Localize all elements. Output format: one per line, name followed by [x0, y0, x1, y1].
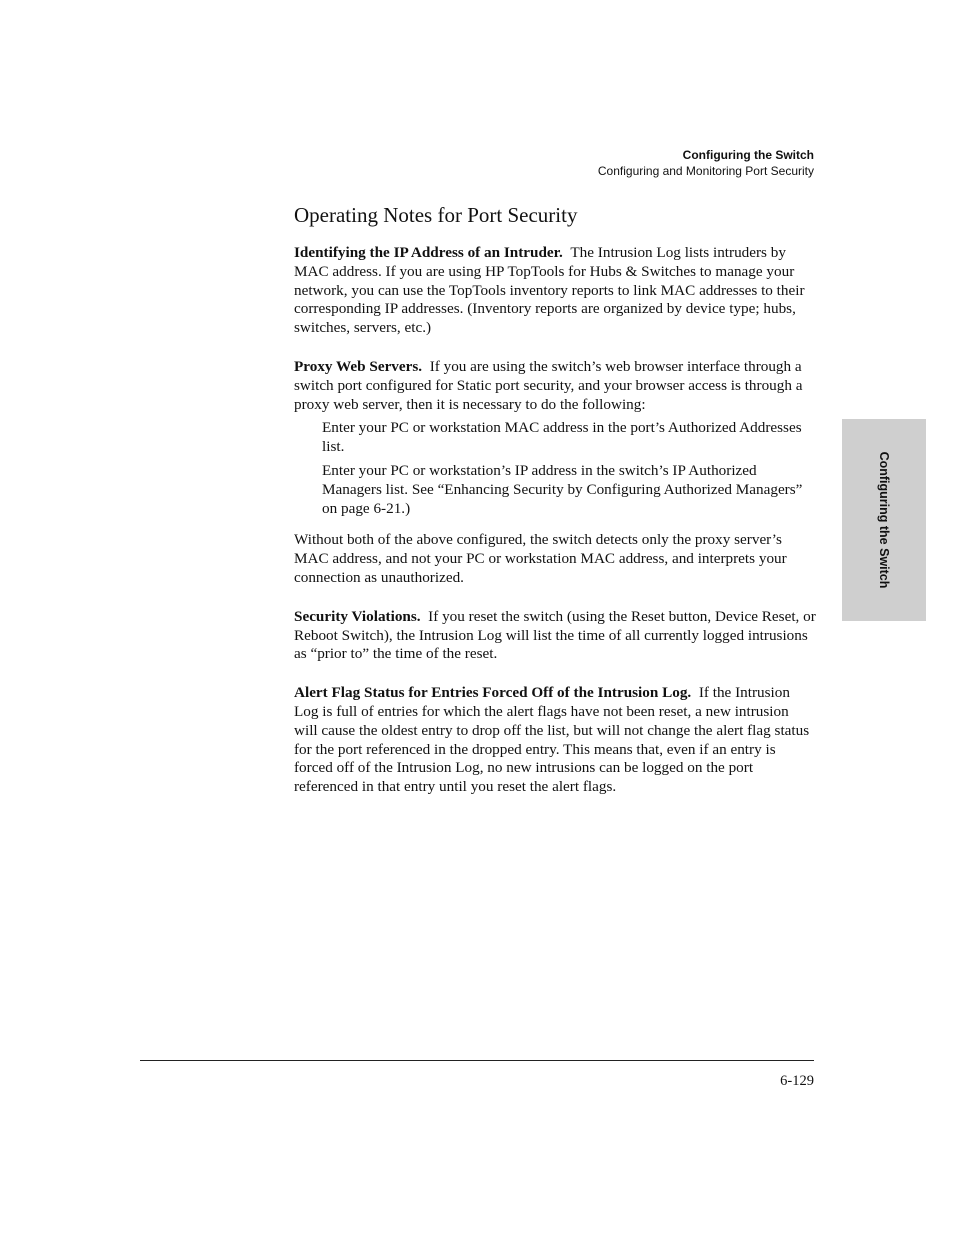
paragraph-violations: [294, 608, 816, 664]
runin-heading-proxy: Proxy Web Servers.: [294, 357, 423, 375]
list-item: Enter your PC or workstation’s IP address in the switch’s IP Authorized Managers list. See “Enhancing Security by Configuring Authorized Managers” on page 6-21.): [322, 461, 803, 517]
paragraph-text: If the Intrusion Log is full of entries for which the alert flags have not been reset, a new intrusion will cause the oldest entry to drop off the list, but will not change the alert flag status for the port referenced in the dropped entry. This means that, even if an entry is forced off of the Intrusion Log, no new intrusions can be logged on the port referenced in that entry until you reset the alert flags.: [294, 684, 810, 796]
paragraph-alert: [294, 684, 816, 797]
list-item: Enter your PC or workstation MAC address in the port’s Authorized Addresses list.: [322, 419, 802, 456]
runin-heading-intruder: Identifying the IP Address of an Intruder.: [294, 244, 563, 261]
running-header: [598, 147, 814, 179]
header-chapter-title: Configuring the Switch: [682, 148, 814, 162]
chapter-side-tab: [842, 419, 926, 621]
paragraph-without: Without both of the above configured, the switch detects only the proxy server’s MAC address, and not your PC or workstation MAC address, and interprets your connection as unauthorized.: [294, 531, 787, 586]
header-section-title: Configuring and Monitoring Port Security: [597, 164, 814, 178]
main-content: [294, 201, 816, 817]
side-tab-label: Configuring the Switch: [877, 451, 891, 589]
footer-rule: [140, 1060, 814, 1061]
runin-heading-violations: Security Violations.: [294, 607, 421, 625]
paragraph-proxy: [294, 358, 816, 414]
paragraph-text: If you reset the switch (using the Reset button, Device Reset, or Reboot Switch), the Intrusion Log will list the time of all currently logged intrusions as “prior to” the time of the reset.: [294, 607, 816, 663]
section-title: Operating Notes for Port Security: [294, 203, 578, 227]
paragraph-text: The Intrusion Log lists intruders by MAC address. If you are using HP TopTools for Hubs & Switches to manage your network, you can use the TopTools inventory reports to link MAC addresses to their corresponding IP addresses. (Inventory reports are organized by device type; hubs, switches, servers, etc.): [294, 244, 805, 337]
paragraph-text: If you are using the switch’s web browser interface through a switch port configured for Static port security, and your browser access is through a proxy web server, then it is necessary to do the following:: [294, 357, 803, 413]
runin-heading-alert: Alert Flag Status for Entries Forced Off of the Intrusion Log.: [294, 684, 692, 702]
page-number: 6-129: [780, 1073, 814, 1089]
paragraph-intruder: [294, 244, 816, 338]
